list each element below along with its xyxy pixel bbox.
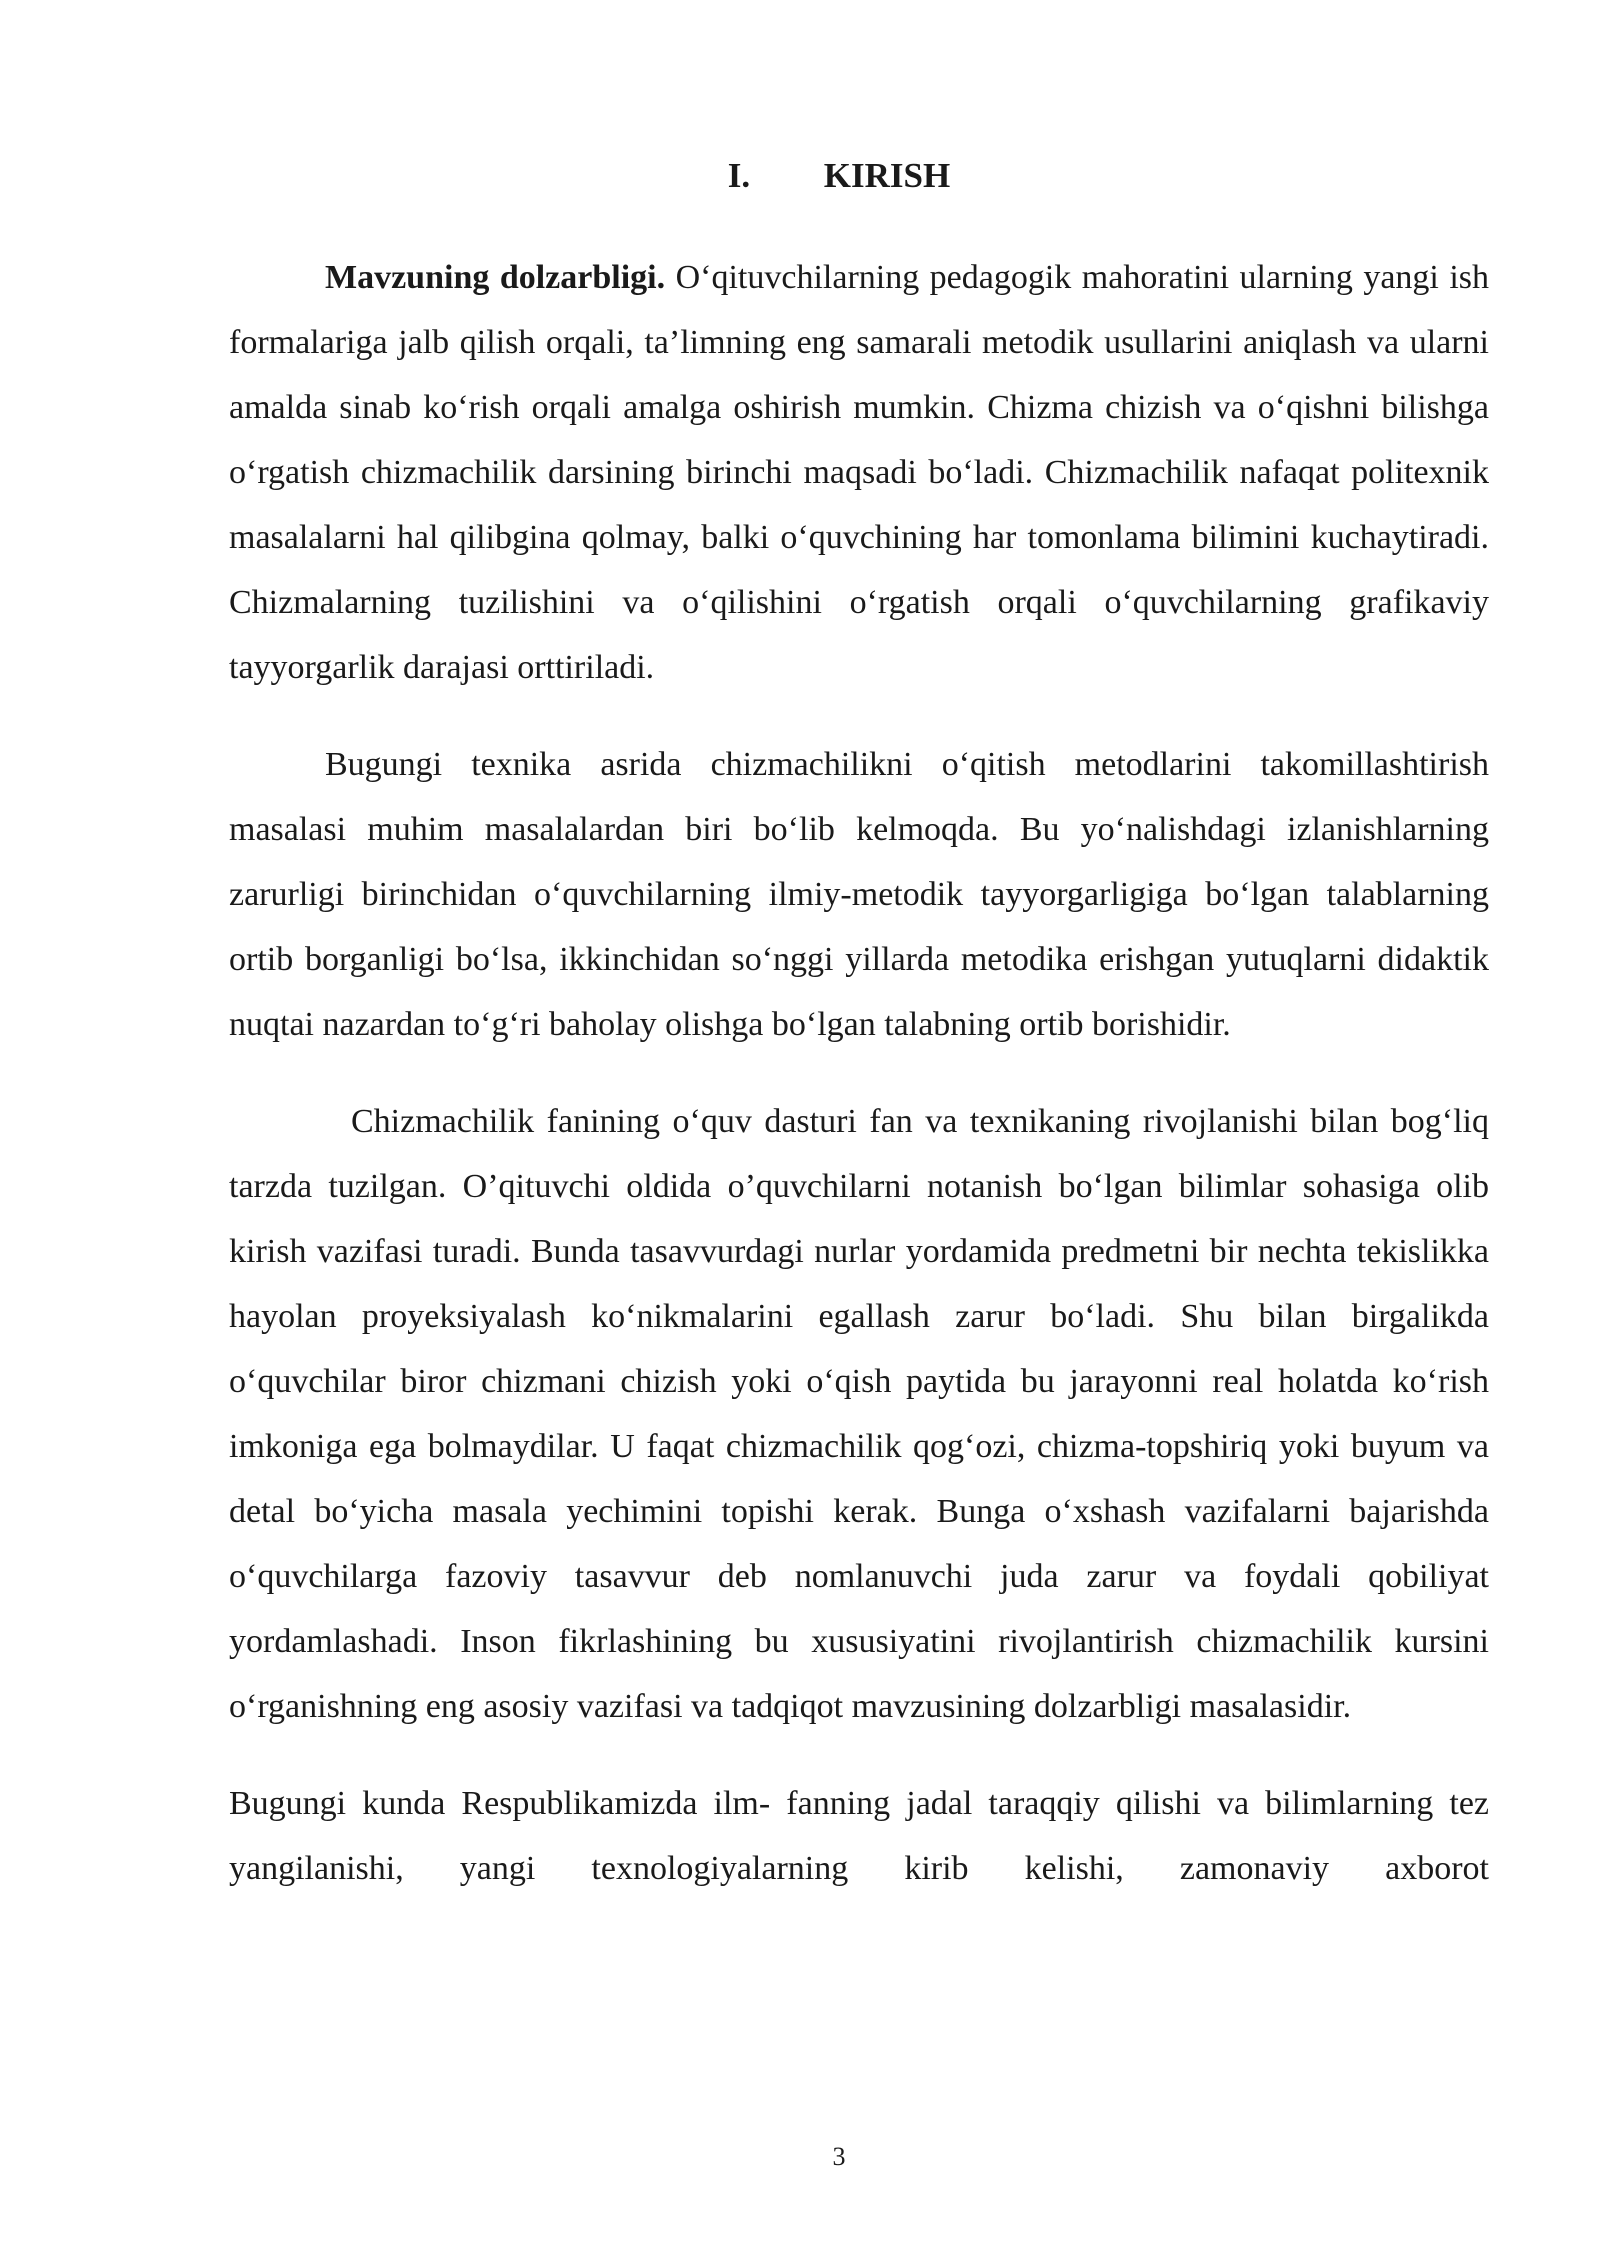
paragraph-republic: Bugungi kunda Respublikamizda ilm- fanning jadal taraqqiy qilishi va bilimlarning tez yangilanishi, yangi texnologiyalarning kirib kelishi, zamonaviy axborot <box>229 1785 1489 1887</box>
section-title: KIRISH <box>823 156 951 195</box>
paragraph-relevance <box>229 245 1489 700</box>
section-number: I. <box>727 156 751 195</box>
section-heading <box>0 152 1600 200</box>
body-text <box>229 245 1489 1901</box>
paragraph-text: O‘qituvchilarning pedagogik mahoratini ularning yangi ish formalariga jalb qilish orqali, ta’limning eng samarali metodik usullarini aniqlash va ularni amalda sinab ko‘rish orqali amalga oshirish mumkin. Chizma chizish va o‘qishni bilishga o‘rgatish chizmachilik darsining birinchi maqsadi bo‘ladi. Chizmachilik nafaqat politexnik masalalarni hal qilibgina qolmay, balki o‘quvchining har tomonlama bilimini kuchaytiradi. Chizmalarning tuzilishini va o‘qilishini o‘rgatish orqali o‘quvchilarning grafikaviy tayyorgarlik darajasi orttiriladi. <box>229 259 1489 686</box>
paragraph-curriculum: Chizmachilik fanining o‘quv dasturi fan va texnikaning rivojlanishi bilan bog‘liq tarzda tuzilgan. O’qituvchi oldida o’quvchilarni notanish bo‘lgan bilimlar sohasiga olib kirish vazifasi turadi. Bunda tasavvurdagi nurlar yordamida predmetni bir nechta tekislikka hayolan proyeksiyalash ko‘nikmalarini egallash zarur bo‘ladi. Shu bilan birgalikda o‘quvchilar biror chizmani chizish yoki o‘qish paytida bu jarayonni real holatda ko‘rish imkoniga ega bolmaydilar. U faqat chizmachilik qog‘ozi, chizma-topshiriq yoki buyum va detal bo‘yicha masala yechimini topishi kerak. Bunga o‘xshash vazifalarni bajarishda o‘quvchilarga fazoviy tasavvur deb nomlanuvchi juda zarur va foydali qobiliyat yordamlashadi. Inson fikrlashining bu xususiyatini rivojlantirish chizmachilik kursini o‘rganishning eng asosiy vazifasi va tadqiqot mavzusining dolzarbligi masalasidir. <box>229 1103 1489 1725</box>
paragraph-lead-bold: Mavzuning dolzarbligi. <box>325 259 666 296</box>
paragraph-technology-era: Bugungi texnika asrida chizmachilikni o‘qitish metodlarini takomillashtirish masalasi muhim masalalardan biri bo‘lib kelmoqda. Bu yo‘nalishdagi izlanishlarning zarurligi birinchidan o‘quvchilarning ilmiy-metodik tayyorgarligiga bo‘lgan talablarning ortib borganligi bo‘lsa, ikkinchidan so‘nggi yillarda metodika erishgan yutuqlarni didaktik nuqtai nazardan to‘g‘ri baholay olishga bo‘lgan talabning ortib borishidir. <box>229 746 1489 1043</box>
page-number: 3 <box>832 2142 846 2171</box>
